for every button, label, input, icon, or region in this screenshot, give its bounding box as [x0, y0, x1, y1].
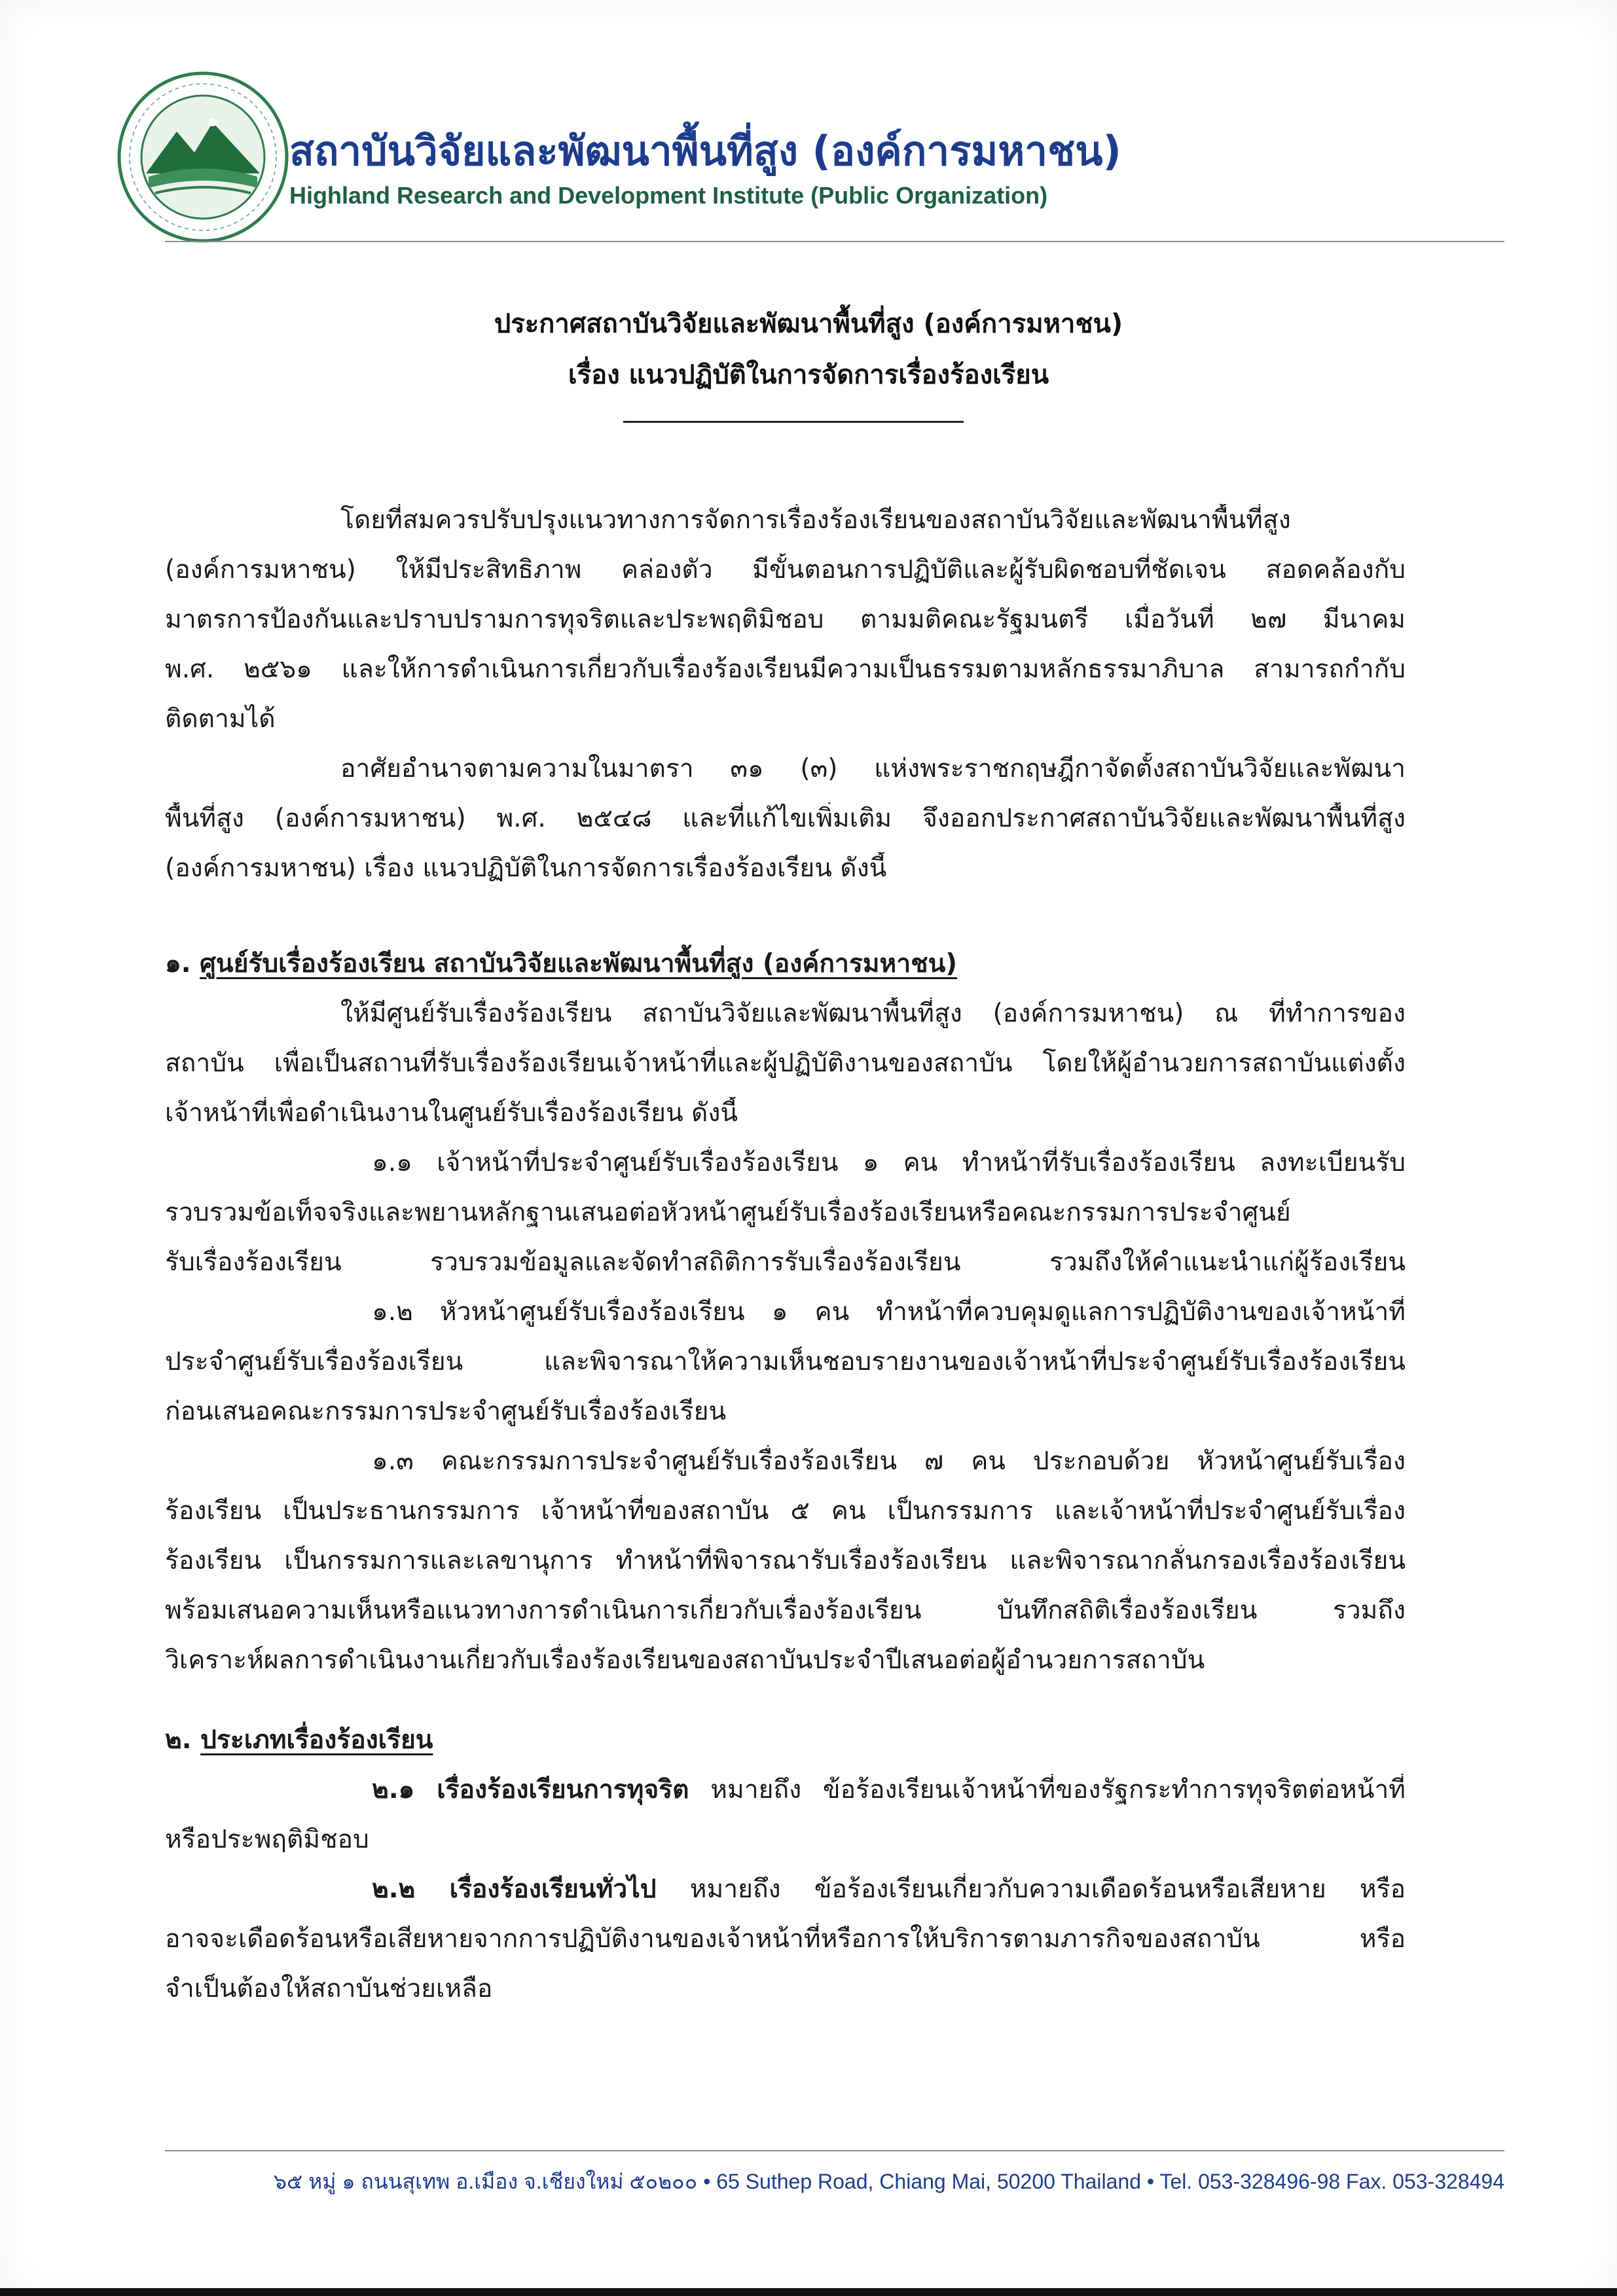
section-2-title: ประเภทเรื่องร้องเรียน	[200, 1725, 433, 1755]
org-name-english: Highland Research and Development Institute (Public Organization)	[289, 182, 1048, 209]
preamble-line: อาศัยอำนาจตามความในมาตรา ๓๑ (๓) แห่งพระราชกฤษฎีกาจัดตั้งสถาบันวิจัยและพัฒนา	[340, 754, 1406, 783]
header-divider	[165, 241, 1504, 242]
section-1-title: ศูนย์รับเรื่องร้องเรียน สถาบันวิจัยและพัฒนาพื้นที่สูง (องค์การมหาชน)	[200, 949, 958, 978]
preamble-line: พื้นที่สูง (องค์การมหาชน) พ.ศ. ๒๕๔๘ และที่แก้ไขเพิ่มเติม จึงออกประกาศสถาบันวิจัยและพัฒนาพื้นที่สูง	[165, 804, 1406, 833]
item-2-2-text: หมายถึง ข้อร้องเรียนเกี่ยวกับความเดือดร้อนหรือเสียหาย หรือ	[656, 1874, 1406, 1904]
item-2-2-line: อาจจะเดือดร้อนหรือเสียหายจากการปฏิบัติงานของเจ้าหน้าที่หรือการให้บริการตามภารกิจของสถาบัน หรือ	[165, 1924, 1406, 1954]
item-1-2-line: ก่อนเสนอคณะกรรมการประจำศูนย์รับเรื่องร้องเรียน	[165, 1397, 727, 1426]
section-1-intro-line: ให้มีศูนย์รับเรื่องร้องเรียน สถาบันวิจัยและพัฒนาพื้นที่สูง (องค์การมหาชน) ณ ที่ทำการของ	[340, 999, 1406, 1028]
item-1-2-line: ประจำศูนย์รับเรื่องร้องเรียน และพิจารณาให้ความเห็นชอบรายงานของเจ้าหน้าที่ประจำศูนย์รับเรื่องร้องเรียน	[165, 1347, 1406, 1376]
item-2-1-text: หมายถึง ข้อร้องเรียนเจ้าหน้าที่ของรัฐกระทำการทุจริตต่อหน้าที่	[689, 1775, 1406, 1804]
preamble-line: (องค์การมหาชน) ให้มีประสิทธิภาพ คล่องตัว มีขั้นตอนการปฏิบัติและผู้รับผิดชอบที่ชัดเจน สอดคล้องกับ	[165, 555, 1406, 584]
section-1-intro-line: เจ้าหน้าที่เพื่อดำเนินงานในศูนย์รับเรื่องร้องเรียน ดังนี้	[165, 1098, 738, 1128]
item-1-3-line: ร้องเรียน เป็นประธานกรรมการ เจ้าหน้าที่ของสถาบัน ๕ คน เป็นกรรมการ และเจ้าหน้าที่ประจำศูนย์รับเรื่อง	[165, 1496, 1406, 1526]
preamble-line: (องค์การมหาชน) เรื่อง แนวปฏิบัติในการจัดการเรื่องร้องเรียน ดังนี้	[165, 853, 887, 883]
item-2-2-line	[372, 1873, 1406, 1906]
section-1-heading	[165, 948, 957, 980]
footer-address: ๖๕ หมู่ ๑ ถนนสุเทพ อ.เมือง จ.เชียงใหม่ ๕๐๒๐๐ • 65 Suthep Road, Chiang Mai, 50200 Thailand • Tel. 053-328496-98 Fax. 053-328494	[273, 2170, 1504, 2193]
item-2-1-line: หรือประพฤติมิชอบ	[165, 1825, 369, 1854]
scan-bottom-edge	[0, 2288, 1617, 2296]
item-2-2-label: ๒.๒ เรื่องร้องเรียนทั่วไป	[372, 1874, 657, 1904]
item-1-3-line: วิเคราะห์ผลการดำเนินงานเกี่ยวกับเรื่องร้องเรียนของสถาบันประจำปีเสนอต่อผู้อำนวยการสถาบัน	[165, 1645, 1205, 1675]
item-1-2-line: ๑.๒ หัวหน้าศูนย์รับเรื่องร้องเรียน ๑ คน ทำหน้าที่ควบคุมดูแลการปฏิบัติงานของเจ้าหน้าที่	[372, 1297, 1406, 1327]
section-2-heading	[165, 1724, 433, 1757]
preamble-line: มาตรการป้องกันและปราบปรามการทุจริตและประพฤติมิชอบ ตามมติคณะรัฐมนตรี เมื่อวันที่ ๒๗ มีนาคม	[165, 605, 1406, 634]
section-1-intro-line: สถาบัน เพื่อเป็นสถานที่รับเรื่องร้องเรียนเจ้าหน้าที่และผู้ปฏิบัติงานของสถาบัน โดยให้ผู้อำนวยการสถาบันแต่งตั้ง	[165, 1049, 1406, 1078]
footer-divider	[165, 2150, 1504, 2151]
org-name-thai: สถาบันวิจัยและพัฒนาพื้นที่สูง (องค์การมหาชน)	[289, 127, 1121, 175]
section-1-number: ๑.	[165, 949, 191, 978]
item-1-1-line: รวบรวมข้อเท็จจริงและพยานหลักฐานเสนอต่อหัวหน้าศูนย์รับเรื่องร้องเรียนหรือคณะกรรมการประจำศูนย์	[165, 1198, 1291, 1227]
item-1-1-line: รับเรื่องร้องเรียน รวบรวมข้อมูลและจัดทำสถิติการรับเรื่องร้องเรียน รวมถึงให้คำแนะนำแก่ผู้ร้องเรียน	[165, 1247, 1406, 1277]
item-1-1-line: ๑.๑ เจ้าหน้าที่ประจำศูนย์รับเรื่องร้องเรียน ๑ คน ทำหน้าที่รับเรื่องร้องเรียน ลงทะเบียนรับ	[372, 1148, 1406, 1177]
preamble-line: โดยที่สมควรปรับปรุงแนวทางการจัดการเรื่องร้องเรียนของสถาบันวิจัยและพัฒนาพื้นที่สูง	[340, 505, 1291, 535]
mountain-seal-icon	[115, 69, 291, 245]
item-1-3-line: ร้องเรียน เป็นกรรมการและเลขานุการ ทำหน้าที่พิจารณารับเรื่องร้องเรียน และพิจารณากลั่นกรองเรื่องร้องเรียน	[165, 1546, 1406, 1575]
title-underline	[623, 421, 964, 423]
item-2-1-line	[372, 1774, 1406, 1806]
preamble-line: ติดตามได้	[165, 704, 276, 734]
preamble-line: พ.ศ. ๒๕๖๑ และให้การดำเนินการเกี่ยวกับเรื่องร้องเรียนมีความเป็นธรรมตามหลักธรรมาภิบาล สามารถกำกับ	[165, 655, 1406, 684]
section-2-number: ๒.	[165, 1725, 192, 1755]
announcement-subject: เรื่อง แนวปฏิบัติในการจัดการเรื่องร้องเรียน	[568, 360, 1049, 390]
announcement-title: ประกาศสถาบันวิจัยและพัฒนาพื้นที่สูง (องค์การมหาชน)	[494, 309, 1123, 339]
item-1-3-line: ๑.๓ คณะกรรมการประจำศูนย์รับเรื่องร้องเรียน ๗ คน ประกอบด้วย หัวหน้าศูนย์รับเรื่อง	[372, 1446, 1406, 1476]
item-2-1-label: ๒.๑ เรื่องร้องเรียนการทุจริต	[372, 1775, 689, 1804]
item-1-3-line: พร้อมเสนอความเห็นหรือแนวทางการดำเนินการเกี่ยวกับเรื่องร้องเรียน บันทึกสถิติเรื่องร้องเรียน รวมถึง	[165, 1596, 1406, 1625]
item-2-2-line: จำเป็นต้องให้สถาบันช่วยเหลือ	[165, 1974, 493, 2003]
